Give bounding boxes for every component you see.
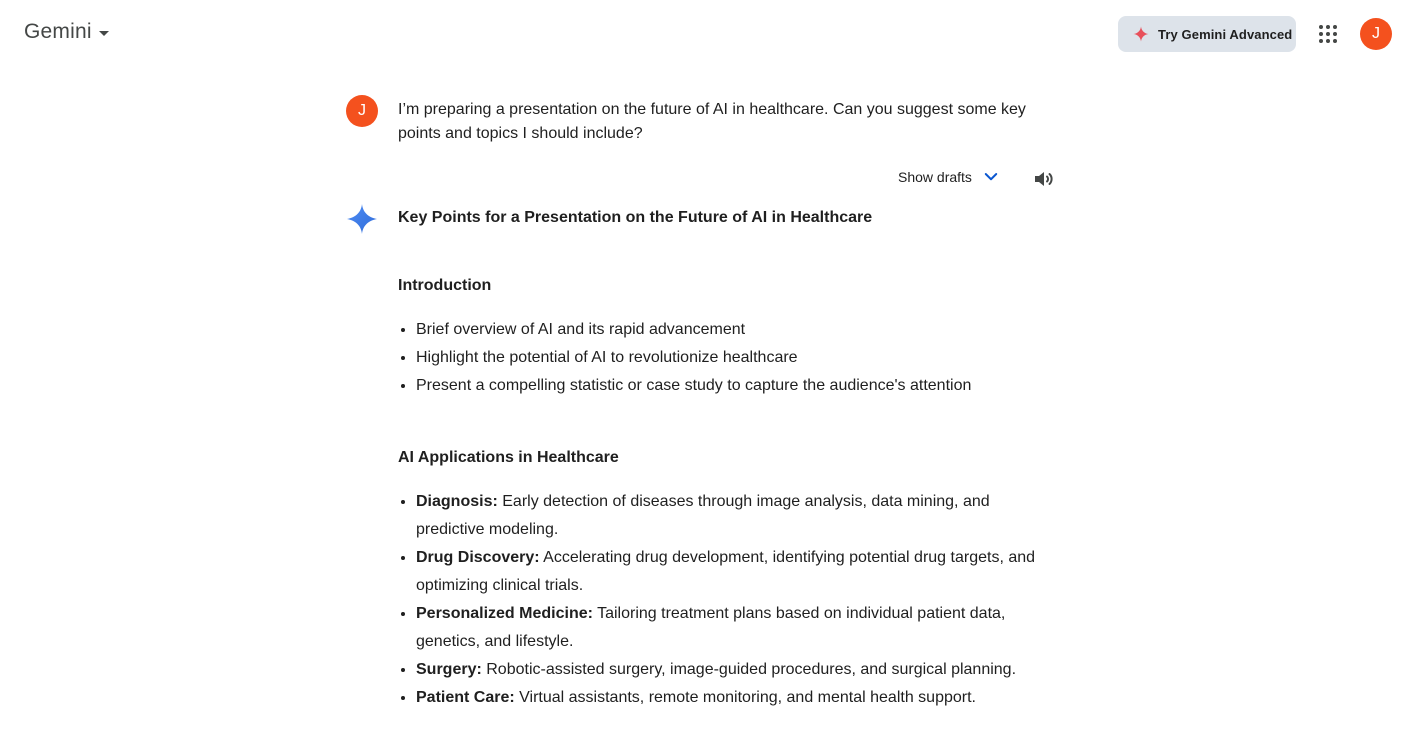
list-item-term: Drug Discovery: [416,549,540,566]
bullet-list [398,316,1038,400]
list-item [416,656,1038,684]
sparkle-icon [1132,25,1150,43]
list-item: • Highlight the potential of AI to revolutionize healthcare [416,344,1038,372]
list-item [416,488,1038,544]
response-title: Key Points for a Presentation on the Future of AI in Healthcare [398,209,873,226]
list-item: • Brief overview of AI and its rapid advancement [416,316,1038,344]
user-avatar-letter: J [358,102,366,119]
list-item-text: Virtual assistants, remote monitoring, and mental health support. [514,689,976,706]
model-switcher[interactable] [24,20,109,44]
account-avatar[interactable] [1360,18,1392,50]
list-item-term: Patient Care: [416,689,515,706]
list-item-term: Diagnosis: [416,493,498,510]
section-heading: AI Applications in Healthcare [398,449,619,466]
list-item-text: Tailoring treatment plans based on individual patient data, genetics, and lifestyle. [416,605,1006,650]
list-item: • Present a compelling statistic or case study to capture the audience's attention [416,372,1038,400]
chevron-down-icon [982,168,1000,186]
section-heading: Introduction [398,277,492,294]
apps-grid-icon[interactable] [1314,20,1342,48]
list-item-term: Surgery: [416,661,482,678]
bullet-list [398,488,1038,712]
list-item [416,544,1038,600]
list-item [416,600,1038,656]
speaker-icon[interactable] [1032,167,1056,191]
app-title: Gemini [24,20,92,43]
list-item-text: Early detection of diseases through image analysis, data mining, and predictive modeling. [416,493,990,538]
list-item-text: Robotic-assisted surgery, image-guided procedures, and surgical planning. [481,661,1017,678]
model-response [398,206,1038,712]
user-avatar [346,95,378,127]
list-item-text: Accelerating drug development, identifying potential drug targets, and optimizing clinical trials. [416,549,1036,594]
top-bar [0,0,1414,68]
gemini-star-icon [346,203,378,235]
try-gemini-advanced-label: Try Gemini Advanced [1158,26,1293,42]
list-item-term: Personalized Medicine: [416,605,593,622]
account-avatar-letter: J [1372,25,1380,42]
user-prompt-text: I’m preparing a presentation on the future of AI in healthcare. Can you suggest some key points and topics I should include? [398,101,1026,142]
show-drafts-label: Show drafts [898,169,972,185]
try-gemini-advanced-button[interactable] [1118,16,1296,52]
list-item [416,684,1038,712]
show-drafts-button[interactable] [898,168,1000,186]
chevron-down-icon [99,31,109,36]
